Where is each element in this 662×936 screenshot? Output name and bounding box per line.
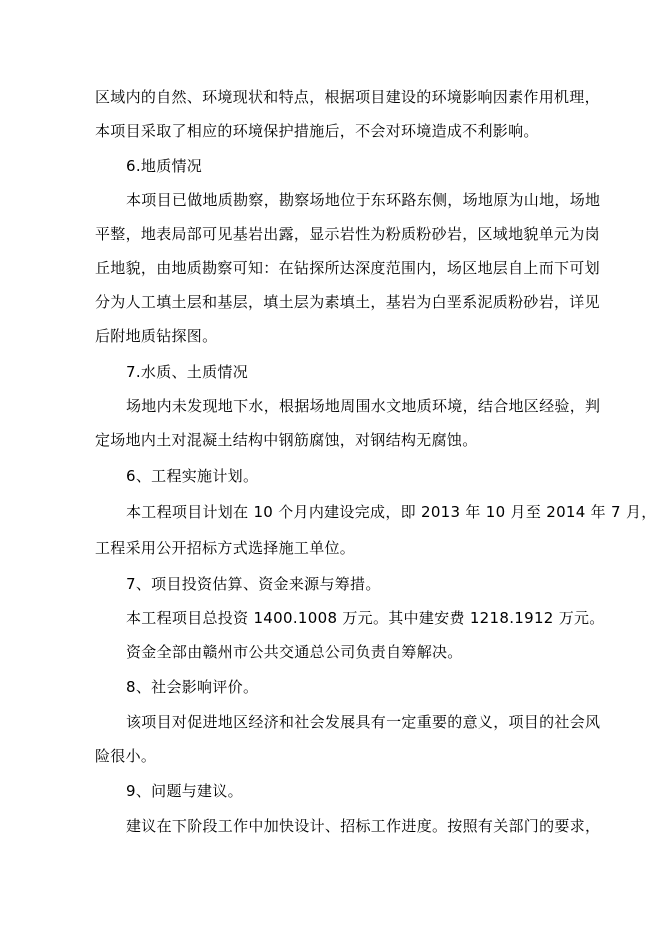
paragraph-line: 本项目采取了相应的环境保护措施后，不会对环境造成不利影响。 <box>95 122 539 140</box>
paragraph-line: 建议在下阶段工作中加快设计、招标工作进度。按照有关部门的要求， <box>126 817 601 835</box>
paragraph-line: 本工程项目计划在 10 个月内建设完成，即 2013 年 10 月至 2014 年 7 月， <box>126 503 657 521</box>
paragraph-line: 资金全部由赣州市公共交通总公司负责自筹解决。 <box>126 643 463 661</box>
paragraph-line: 工程采用公开招标方式选择施工单位。 <box>95 539 356 557</box>
paragraph-line: 场地内未发现地下水，根据场地周围水文地质环境，结合地区经验，判 <box>126 397 601 415</box>
paragraph-line: 分为人工填土层和基层，填土层为素填土，基岩为白垩系泥质粉砂岩，详见 <box>95 293 600 311</box>
paragraph-line: 险很小。 <box>95 747 157 765</box>
paragraph-line: 后附地质钻探图。 <box>95 327 218 345</box>
paragraph-line: 定场地内土对混凝土结构中钢筋腐蚀，对钢结构无腐蚀。 <box>95 431 478 449</box>
paragraph-line: 本项目已做地质勘察，勘察场地位于东环路东侧，场地原为山地，场地 <box>126 191 601 209</box>
section-heading: 6、工程实施计划。 <box>126 467 259 485</box>
paragraph-line: 本工程项目总投资 1400.1008 万元。其中建安费 1218.1912 万元。 <box>126 609 605 627</box>
section-heading: 9、问题与建议。 <box>126 782 243 800</box>
paragraph-line: 区域内的自然、环境现状和特点，根据项目建设的环境影响因素作用机理， <box>95 88 600 106</box>
section-heading: 7.水质、土质情况 <box>126 363 249 381</box>
paragraph-line: 丘地貌，由地质勘察可知：在钻探所达深度范围内，场区地层自上而下可划 <box>95 259 600 277</box>
paragraph-line: 该项目对促进地区经济和社会发展具有一定重要的意义，项目的社会风 <box>126 713 601 731</box>
section-heading: 6.地质情况 <box>126 157 203 175</box>
section-heading: 8、社会影响评价。 <box>126 678 259 696</box>
paragraph-line: 平整，地表局部可见基岩出露，显示岩性为粉质粉砂岩，区域地貌单元为岗 <box>95 225 600 243</box>
section-heading: 7、项目投资估算、资金来源与筹措。 <box>126 575 381 593</box>
